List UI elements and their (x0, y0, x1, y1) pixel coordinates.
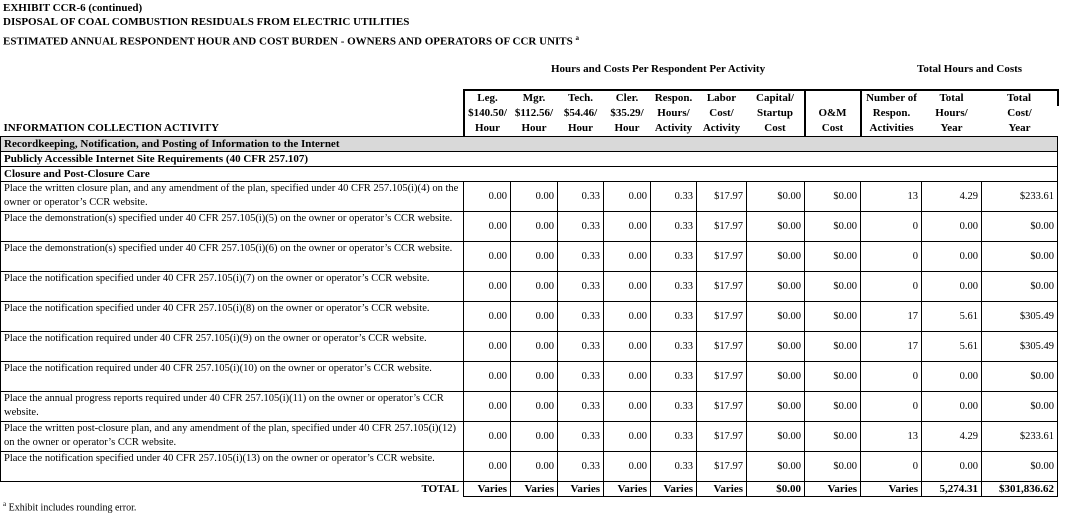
cell-tech: 0.33 (558, 452, 604, 482)
group-header-totals: Total Hours and Costs (917, 63, 1023, 75)
cell-mgr: 0.00 (511, 422, 558, 452)
cell-total-hours: 0.00 (922, 242, 982, 272)
exhibit-title: EXHIBIT CCR-6 (continued) (3, 2, 143, 14)
cell-tech: 0.33 (558, 212, 604, 242)
section-row-recordkeeping (1, 137, 1058, 152)
activity-label: Place the notification specified under 40 CFR 257.105(i)(8) on the owner or operator’s CCR website. (1, 302, 464, 332)
cell-tech: 0.33 (558, 392, 604, 422)
col-total-cost-h1: Total (982, 90, 1058, 106)
cell-mgr: 0.00 (511, 302, 558, 332)
cell-respon: 0.33 (651, 242, 697, 272)
col-labor-h1: Labor (697, 90, 747, 106)
total-number: Varies (861, 482, 922, 497)
col-number-h1: Number of (861, 90, 922, 106)
activity-label: Place the notification specified under 40 CFR 257.105(i)(13) on the owner or operator’s CCR website. (1, 452, 464, 482)
table-row (1, 332, 1058, 362)
col-respon-h2: Hours/ (657, 107, 690, 119)
cell-om: $0.00 (805, 452, 861, 482)
cell-mgr: 0.00 (511, 362, 558, 392)
cell-number: 13 (861, 422, 922, 452)
activity-label: Place the notification required under 40 CFR 257.105(i)(10) on the owner or operator’s CCR website. (1, 362, 464, 392)
col-mgr-h1: Mgr. (511, 90, 558, 106)
cell-total-hours: 0.00 (922, 362, 982, 392)
cell-mgr: 0.00 (511, 182, 558, 212)
activity-label: Place the written closure plan, and any amendment of the plan, specified under 40 CFR 257.105(i)(4) on the owner or operator’s CCR website. (1, 182, 464, 212)
cell-capital: $0.00 (747, 362, 805, 392)
group-header-per-respondent: Hours and Costs Per Respondent Per Activity (551, 63, 766, 75)
caption-footnote-mark: a (575, 34, 579, 42)
cell-cler: 0.00 (604, 422, 651, 452)
cell-leg: 0.00 (464, 182, 511, 212)
cell-om: $0.00 (805, 332, 861, 362)
section-title-recordkeeping: Recordkeeping, Notification, and Posting of Information to the Internet (1, 137, 1058, 152)
total-label: TOTAL (421, 483, 459, 496)
col-mgr-h3: Hour (521, 122, 547, 134)
cell-leg: 0.00 (464, 452, 511, 482)
col-cler-h1: Cler. (604, 90, 651, 106)
cell-om: $0.00 (805, 182, 861, 212)
cell-cler: 0.00 (604, 272, 651, 302)
col-number-h2: Respon. (861, 106, 922, 121)
cell-labor: $17.97 (697, 302, 747, 332)
cell-tech: 0.33 (558, 242, 604, 272)
cell-total-cost: $0.00 (982, 212, 1058, 242)
col-leg-h1: Leg. (464, 90, 511, 106)
table-row (1, 362, 1058, 392)
cell-om: $0.00 (805, 272, 861, 302)
col-leg-h3: Hour (464, 121, 511, 137)
cell-mgr: 0.00 (511, 242, 558, 272)
table-row (1, 422, 1058, 452)
cell-respon: 0.33 (651, 452, 697, 482)
cell-number: 0 (861, 242, 922, 272)
cell-capital: $0.00 (747, 422, 805, 452)
total-om: Varies (805, 482, 861, 497)
column-header-row-2 (1, 106, 1058, 121)
cell-leg: 0.00 (464, 332, 511, 362)
cell-total-hours: 5.61 (922, 302, 982, 332)
total-tech: Varies (558, 482, 604, 497)
cell-total-hours: 0.00 (922, 392, 982, 422)
total-labor: Varies (697, 482, 747, 497)
column-header-row-1 (1, 90, 1058, 106)
cell-number: 17 (861, 302, 922, 332)
cell-respon: 0.33 (651, 362, 697, 392)
total-mgr: Varies (511, 482, 558, 497)
col-capital-h1: Capital/ (747, 90, 805, 106)
cell-om: $0.00 (805, 242, 861, 272)
cell-number: 0 (861, 392, 922, 422)
cell-number: 13 (861, 182, 922, 212)
col-total-hours-h1: Total (922, 90, 982, 106)
cell-om: $0.00 (805, 212, 861, 242)
col-activity-header: INFORMATION COLLECTION ACTIVITY (3, 122, 220, 134)
cell-labor: $17.97 (697, 272, 747, 302)
total-hours: 5,274.31 (922, 482, 982, 497)
cell-number: 0 (861, 452, 922, 482)
cell-total-cost: $305.49 (982, 332, 1058, 362)
cell-respon: 0.33 (651, 302, 697, 332)
section-title-internet-site: Publicly Accessible Internet Site Requirements (40 CFR 257.107) (1, 152, 1058, 167)
cell-cler: 0.00 (604, 302, 651, 332)
cell-respon: 0.33 (651, 332, 697, 362)
col-tech-h1: Tech. (558, 90, 604, 106)
cell-total-cost: $305.49 (982, 302, 1058, 332)
section-row-closure (1, 167, 1058, 182)
footnote-mark: a (3, 500, 7, 508)
cell-respon: 0.33 (651, 422, 697, 452)
cell-number: 0 (861, 272, 922, 302)
exhibit-caption (3, 31, 579, 49)
table-row (1, 182, 1058, 212)
col-cler-h3: Hour (614, 122, 640, 134)
activity-label: Place the written post-closure plan, and any amendment of the plan, specified under 40 CFR 257.105(i)(12) on the owner or operator’s CCR website. (1, 422, 464, 452)
cell-cler: 0.00 (604, 362, 651, 392)
activity-label: Place the demonstration(s) specified under 40 CFR 257.105(i)(5) on the owner or operator’s CCR website. (1, 212, 464, 242)
cell-capital: $0.00 (747, 302, 805, 332)
cell-total-cost: $0.00 (982, 272, 1058, 302)
cell-total-hours: 5.61 (922, 332, 982, 362)
activity-label: Place the annual progress reports required under 40 CFR 257.105(i)(11) on the owner or operator’s CCR website. (1, 392, 464, 422)
cell-leg: 0.00 (464, 302, 511, 332)
cell-capital: $0.00 (747, 212, 805, 242)
cell-leg: 0.00 (464, 272, 511, 302)
cell-om: $0.00 (805, 362, 861, 392)
cell-tech: 0.33 (558, 182, 604, 212)
activity-label: Place the demonstration(s) specified under 40 CFR 257.105(i)(6) on the owner or operator’s CCR website. (1, 242, 464, 272)
col-total-cost-h3: Year (1008, 122, 1031, 134)
cell-labor: $17.97 (697, 392, 747, 422)
table-row (1, 302, 1058, 332)
col-cler-h2: $35.29/ (610, 107, 644, 119)
cell-labor: $17.97 (697, 332, 747, 362)
col-om-h1 (805, 90, 861, 106)
col-labor-h2: Cost/ (709, 107, 734, 119)
cell-total-cost: $0.00 (982, 242, 1058, 272)
cell-capital: $0.00 (747, 182, 805, 212)
cell-total-cost: $0.00 (982, 392, 1058, 422)
cell-labor: $17.97 (697, 242, 747, 272)
col-total-hours-h3: Year (940, 122, 963, 134)
cell-number: 0 (861, 362, 922, 392)
cell-cler: 0.00 (604, 332, 651, 362)
activity-label: Place the notification required under 40 CFR 257.105(i)(9) on the owner or operator’s CCR website. (1, 332, 464, 362)
section-title-closure: Closure and Post-Closure Care (1, 167, 1058, 182)
cell-total-hours: 0.00 (922, 272, 982, 302)
col-capital-h3: Cost (747, 121, 805, 137)
cell-tech: 0.33 (558, 272, 604, 302)
col-respon-h3: Activity (654, 122, 693, 134)
cell-labor: $17.97 (697, 212, 747, 242)
cell-total-cost: $233.61 (982, 422, 1058, 452)
cell-total-cost: $233.61 (982, 182, 1058, 212)
activity-label: Place the notification specified under 40 CFR 257.105(i)(7) on the owner or operator’s CCR website. (1, 272, 464, 302)
total-row (1, 482, 1058, 497)
cell-mgr: 0.00 (511, 452, 558, 482)
cell-cler: 0.00 (604, 392, 651, 422)
total-capital: $0.00 (747, 482, 805, 497)
cell-leg: 0.00 (464, 422, 511, 452)
exhibit-subtitle: DISPOSAL OF COAL COMBUSTION RESIDUALS FROM ELECTRIC UTILITIES (3, 16, 410, 28)
col-om-h3: Cost (821, 122, 844, 134)
cell-leg: 0.00 (464, 392, 511, 422)
col-om-h2: O&M (818, 107, 847, 119)
table-row (1, 272, 1058, 302)
cell-mgr: 0.00 (511, 332, 558, 362)
cell-cler: 0.00 (604, 212, 651, 242)
cell-tech: 0.33 (558, 422, 604, 452)
cell-mgr: 0.00 (511, 212, 558, 242)
cell-om: $0.00 (805, 392, 861, 422)
cell-om: $0.00 (805, 302, 861, 332)
col-total-cost-h2: Cost/ (1007, 107, 1032, 119)
total-respon: Varies (651, 482, 697, 497)
col-total-hours-h2: Hours/ (935, 107, 968, 119)
cell-respon: 0.33 (651, 212, 697, 242)
cell-tech: 0.33 (558, 302, 604, 332)
cell-total-hours: 0.00 (922, 452, 982, 482)
total-cost: $301,836.62 (982, 482, 1058, 497)
footnote (3, 500, 136, 513)
section-row-internet-site (1, 152, 1058, 167)
cell-tech: 0.33 (558, 362, 604, 392)
cell-total-hours: 4.29 (922, 422, 982, 452)
cell-capital: $0.00 (747, 242, 805, 272)
cell-mgr: 0.00 (511, 392, 558, 422)
cell-labor: $17.97 (697, 182, 747, 212)
cell-capital: $0.00 (747, 452, 805, 482)
table-row (1, 212, 1058, 242)
cell-om: $0.00 (805, 422, 861, 452)
cell-cler: 0.00 (604, 182, 651, 212)
total-leg: Varies (464, 482, 511, 497)
cell-labor: $17.97 (697, 452, 747, 482)
burden-table (0, 89, 1059, 497)
cell-total-cost: $0.00 (982, 362, 1058, 392)
col-capital-h2: Startup (747, 106, 805, 121)
cell-cler: 0.00 (604, 242, 651, 272)
cell-capital: $0.00 (747, 332, 805, 362)
exhibit-caption-text: ESTIMATED ANNUAL RESPONDENT HOUR AND COST BURDEN - OWNERS AND OPERATORS OF CCR UNITS (3, 35, 573, 48)
cell-cler: 0.00 (604, 452, 651, 482)
cell-tech: 0.33 (558, 332, 604, 362)
cell-capital: $0.00 (747, 272, 805, 302)
table-row (1, 452, 1058, 482)
column-header-row-3 (1, 121, 1058, 137)
cell-total-hours: 4.29 (922, 182, 982, 212)
footnote-text: Exhibit includes rounding error. (8, 502, 137, 514)
col-tech-h2: $54.46/ (563, 107, 598, 119)
cell-respon: 0.33 (651, 182, 697, 212)
cell-labor: $17.97 (697, 422, 747, 452)
col-number-h3: Activities (861, 121, 922, 137)
cell-labor: $17.97 (697, 362, 747, 392)
col-leg-h2: $140.50/ (464, 106, 511, 121)
cell-total-cost: $0.00 (982, 452, 1058, 482)
cell-number: 17 (861, 332, 922, 362)
col-mgr-h2: $112.56/ (514, 107, 554, 119)
activity-rows (1, 182, 1058, 482)
col-tech-h3: Hour (567, 122, 594, 134)
col-respon-h1: Respon. (651, 90, 697, 106)
cell-leg: 0.00 (464, 212, 511, 242)
cell-leg: 0.00 (464, 242, 511, 272)
table-row (1, 392, 1058, 422)
cell-number: 0 (861, 212, 922, 242)
cell-respon: 0.33 (651, 392, 697, 422)
cell-mgr: 0.00 (511, 272, 558, 302)
col-labor-h3: Activity (702, 122, 741, 134)
cell-total-hours: 0.00 (922, 212, 982, 242)
cell-leg: 0.00 (464, 362, 511, 392)
table-row (1, 242, 1058, 272)
cell-capital: $0.00 (747, 392, 805, 422)
total-cler: Varies (604, 482, 651, 497)
cell-respon: 0.33 (651, 272, 697, 302)
